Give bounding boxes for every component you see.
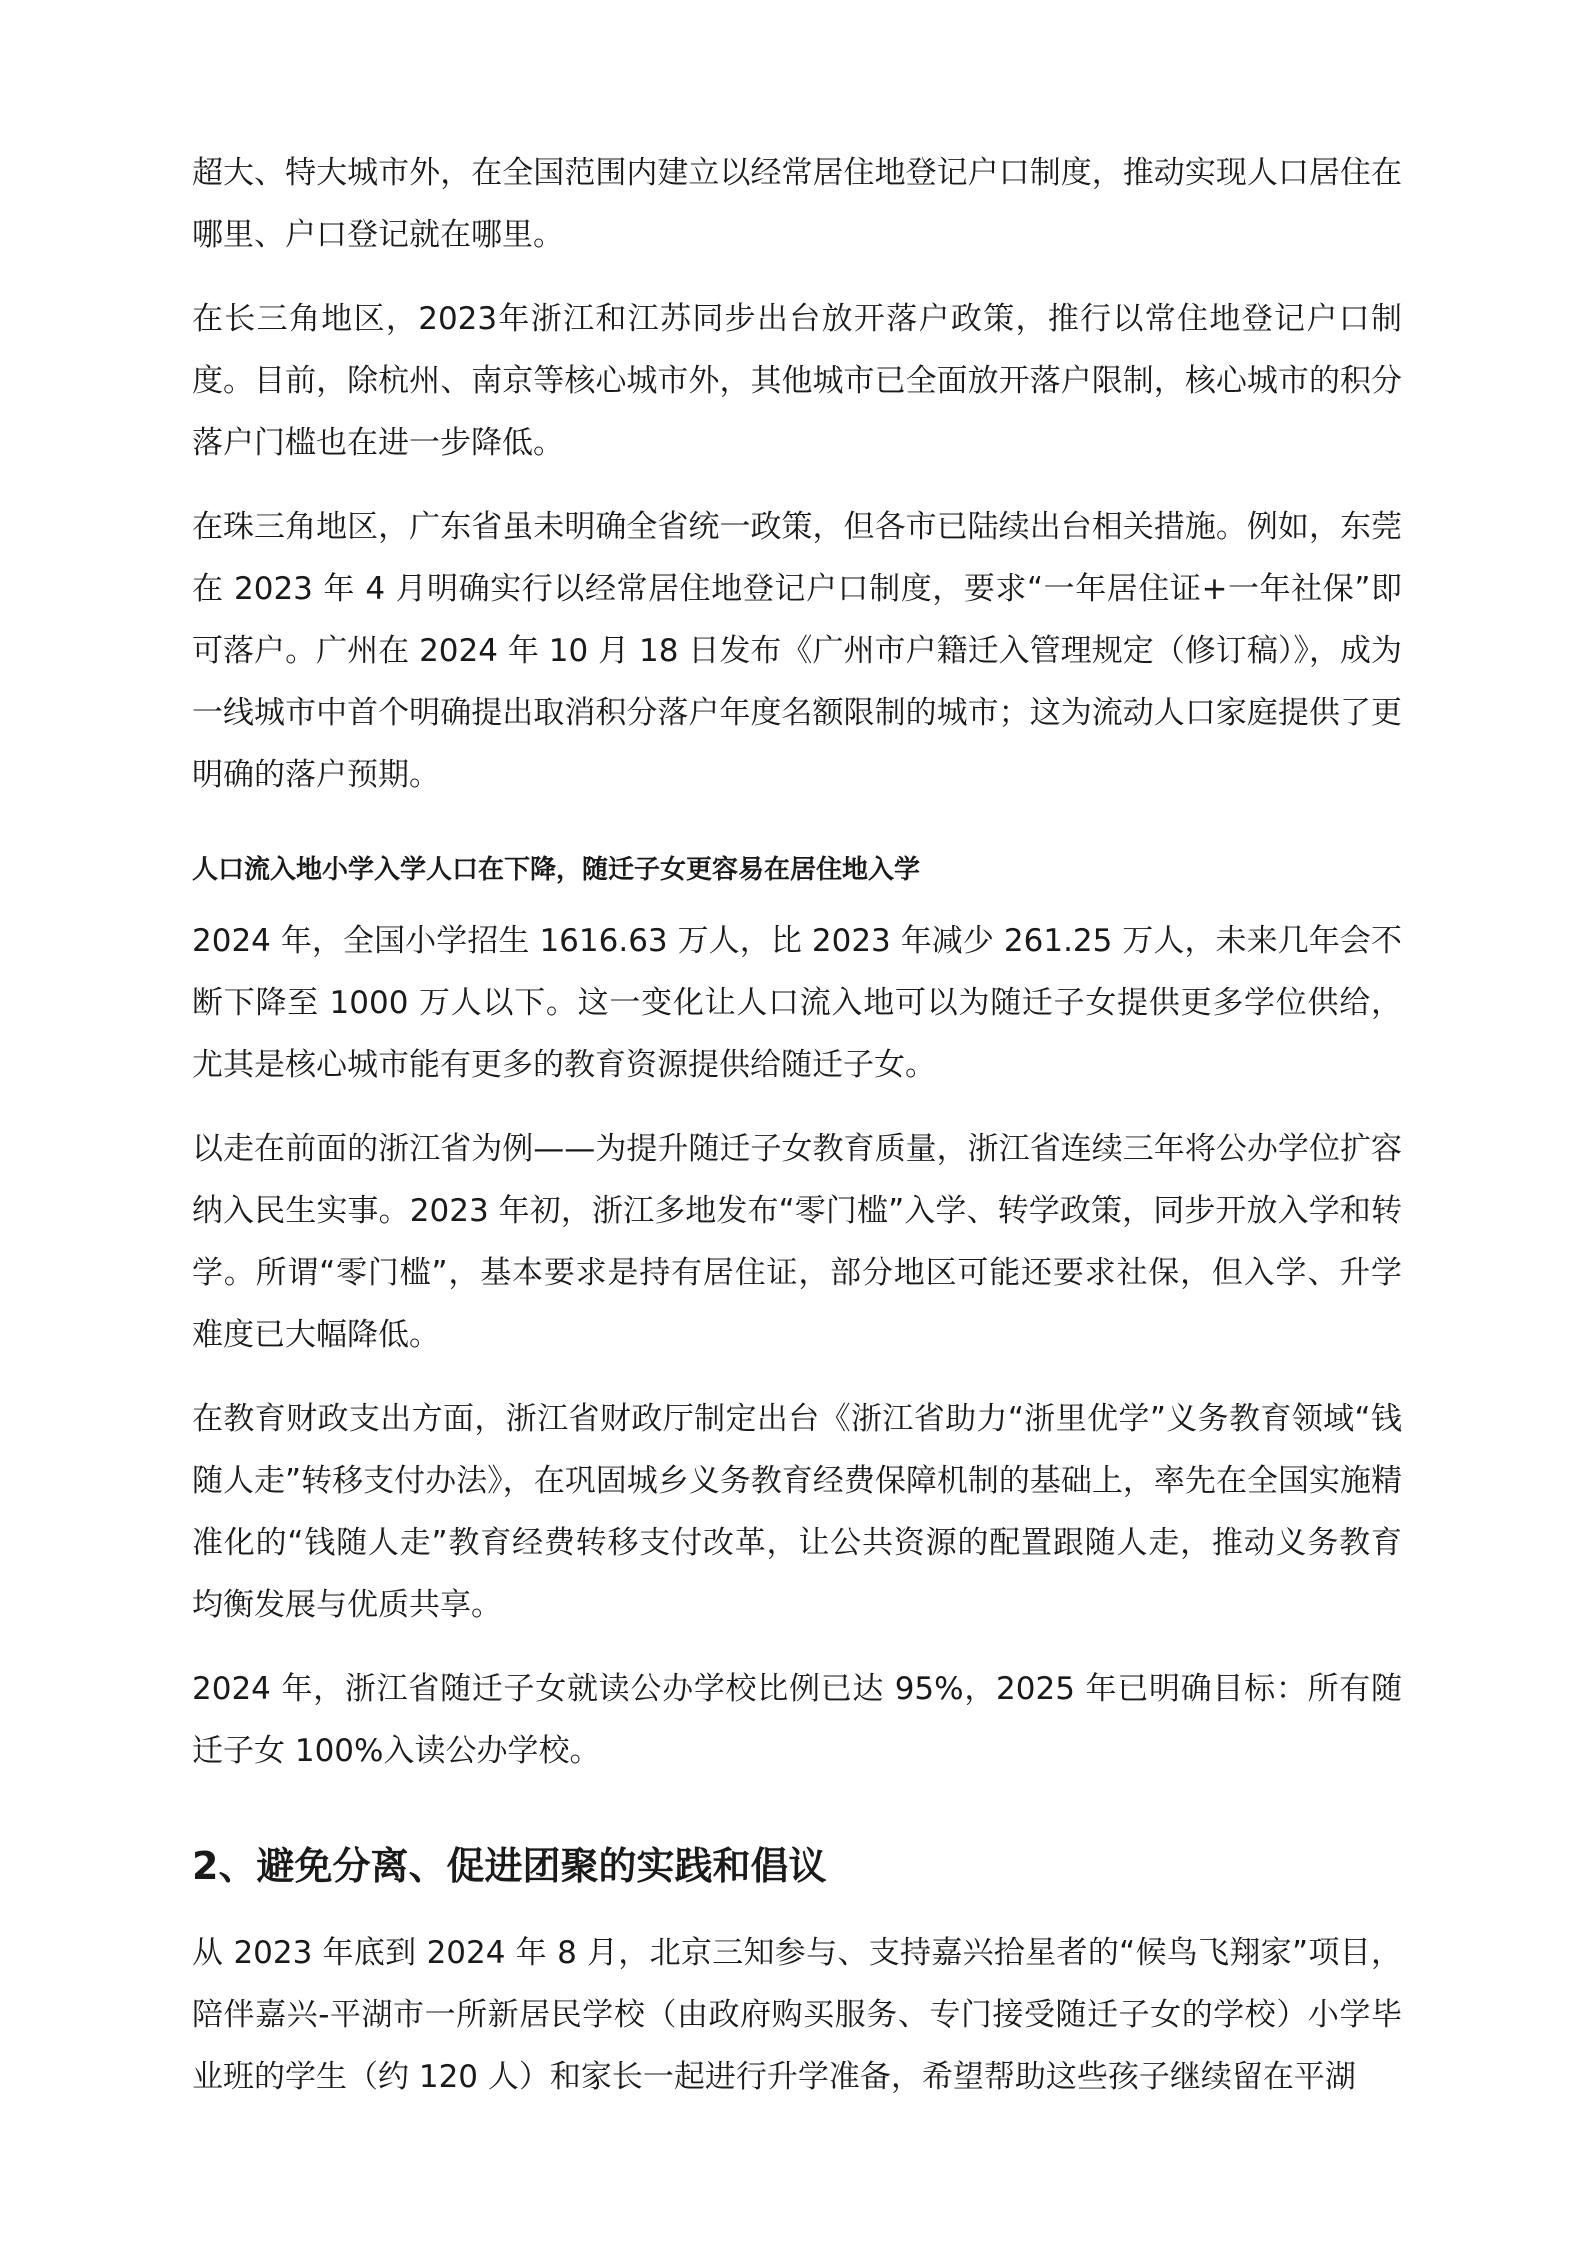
paragraph-education-finance: 在教育财政支出方面，浙江省财政厅制定出台《浙江省助力“浙里优学”义务教育领域“钱随人走”转移支付办法》，在巩固城乡义务教育经费保障机制的基础上，率先在全国实施精准化的“钱随人走”教育经费转移支付改革，让公共资源的配置跟随人走，推动义务教育均衡发展与优质共享。	[192, 1401, 1402, 1623]
paragraph-zhejiang-target: 2024 年，浙江省随迁子女就读公办学校比例已达 95%，2025 年已明确目标：所有随迁子女 100%入读公办学校。	[192, 1671, 1402, 1769]
paragraph-zhejiang-example: 以走在前面的浙江省为例——为提升随迁子女教育质量，浙江省连续三年将公办学位扩容纳入民生实事。2023 年初，浙江多地发布“零门槛”入学、转学政策，同步开放入学和转学。所谓“零门槛”，基本要求是持有居住证，部分地区可能还要求社保，但入学、升学难度已大幅降低。	[192, 1131, 1402, 1353]
paragraph-enrollment-stats: 2024 年，全国小学招生 1616.63 万人，比 2023 年减少 261.25 万人，未来几年会不断下降至 1000 万人以下。这一变化让人口流入地可以为随迁子女提供更多学位供给，尤其是核心城市能有更多的教育资源提供给随迁子女。	[192, 923, 1402, 1083]
subheading-enrollment: 人口流入地小学入学人口在下降，随迁子女更容易在居住地入学	[192, 855, 921, 885]
paragraph-yangtze-delta: 在长三角地区，2023年浙江和江苏同步出台放开落户政策，推行以常住地登记户口制度。目前，除杭州、南京等核心城市外，其他城市已全面放开落户限制，核心城市的积分落户门槛也在进一步降低。	[192, 301, 1402, 461]
paragraph-hukou-national: 超大、特大城市外，在全国范围内建立以经常居住地登记户口制度，推动实现人口居住在哪里、户口登记就在哪里。	[192, 155, 1402, 253]
paragraph-migratory-bird-project: 从 2023 年底到 2024 年 8 月，北京三知参与、支持嘉兴拾星者的“候鸟飞翔家”项目，陪伴嘉兴-平湖市一所新居民学校（由政府购买服务、专门接受随迁子女的学校）小学毕业班的学生（约 120 人）和家长一起进行升学准备，希望帮助这些孩子继续留在平湖	[192, 1935, 1402, 2095]
document-body	[192, 142, 1402, 2130]
paragraph-pearl-delta: 在珠三角地区，广东省虽未明确全省统一政策，但各市已陆续出台相关措施。例如，东莞在 2023 年 4 月明确实行以经常居住地登记户口制度，要求“一年居住证+一年社保”即可落户。广州在 2024 年 10 月 18 日发布《广州市户籍迁入管理规定（修订稿）》，成为一线城市中首个明确提出取消积分落户年度名额限制的城市；这为流动人口家庭提供了更明确的落户预期。	[192, 509, 1402, 793]
section-heading: 2、避免分离、促进团聚的实践和倡议	[192, 1844, 827, 1888]
